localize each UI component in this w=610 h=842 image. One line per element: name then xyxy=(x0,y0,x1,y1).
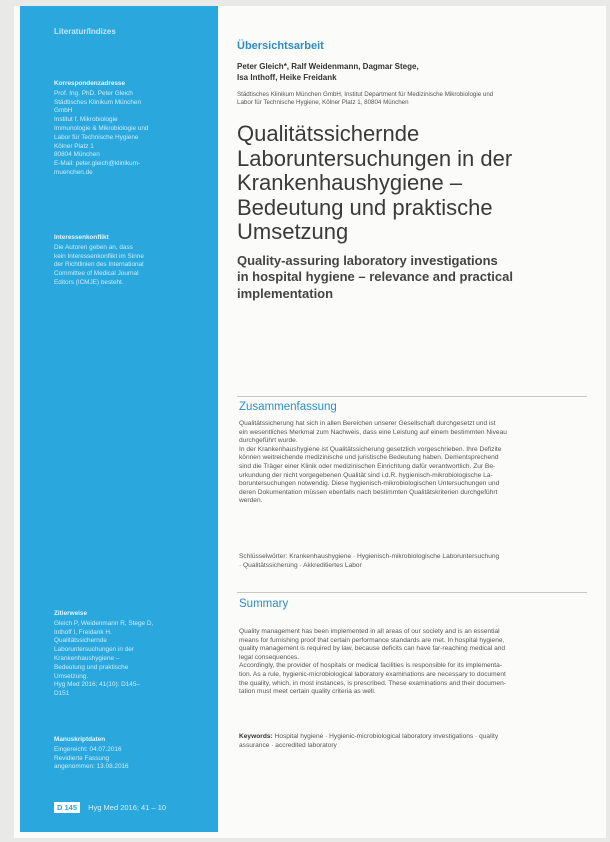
correspondence-line: Kölner Platz 1 xyxy=(54,142,94,150)
manuscript-title: Manuskriptdaten xyxy=(54,736,106,743)
abstract-line: durchgeführt wurde. xyxy=(239,437,298,445)
author-line: Peter Gleich*, Ralf Weidenmann, Dagmar Stege, xyxy=(237,62,419,71)
conflict-line: der Richtlinien des International xyxy=(54,261,144,269)
abstract-line: deren Dokumentation müssen ebenfalls nach bestimmten Qualitätskriterien durchgeführt xyxy=(239,488,498,496)
subtitle-line: Quality-assuring laboratory investigations xyxy=(237,252,498,268)
correspondence-line: Labor für Technische Hygiene xyxy=(54,133,139,141)
citation-title: Zitierweise xyxy=(54,610,88,617)
title-line: Krankenhaushygiene – xyxy=(237,170,463,195)
conflict-line: Die Autoren geben an, dass xyxy=(54,243,133,251)
article-subtitle xyxy=(237,253,587,303)
citation-line: Qualitätssichernde xyxy=(54,637,107,645)
article-sidebar xyxy=(20,6,218,832)
citation-line: Bedeutung und praktische xyxy=(54,663,129,671)
conflict-line: Committee of Medical Journal xyxy=(54,270,139,278)
keywords-label: Keywords: xyxy=(239,733,273,740)
zusammenfassung-text xyxy=(239,420,587,506)
keywords-line: Schlüsselwörter: Krankenhaushygiene · Hygienisch-mikrobiologische Laboruntersuchung xyxy=(239,553,500,560)
summary-line: quality management is required by law, because deficits can have far-reaching medical and xyxy=(239,645,506,653)
sidebar-header: Literatur/Indizes xyxy=(54,27,116,36)
citation-line: Laboruntersuchungen in der xyxy=(54,646,134,654)
conflict-line: kein Interessenkonflikt im Sinne xyxy=(54,252,144,260)
correspondence-line: GmbH xyxy=(54,107,73,115)
manuscript-line: angenommen: 13.08.2016 xyxy=(54,763,129,771)
summary-line: the quality, which, in most instances, is prescribed. These examinations and their documen- xyxy=(239,679,506,687)
abstract-line: ein wesentliches Merkmal zum Nachweis, dass eine Leistung auf einem bestimmten Niveau xyxy=(239,428,507,436)
abstract-line: boruntersuchungen notwendig. Diese hygienisch-mikrobiologischen Untersuchungen und xyxy=(239,480,500,488)
citation-line: Gleich P, Weidenmann R, Stege D, xyxy=(54,619,154,627)
journal-reference: Hyg Med 2016; 41 – 10 xyxy=(88,803,167,812)
manuscript-line: Revidierte Fassung xyxy=(54,754,110,762)
page-number: D 145 xyxy=(54,802,80,813)
abstract-line: werden. xyxy=(239,497,263,505)
schluesselwoerter xyxy=(239,553,587,570)
affiliation-line: Städtisches Klinikum München GmbH, Institut Department für Medizinische Mikrobiologie und xyxy=(237,91,494,98)
subtitle-line: in hospital hygiene – relevance and practical xyxy=(237,269,513,284)
title-line: Bedeutung und praktische xyxy=(237,194,493,220)
correspondence-title: Korrespondenzadresse xyxy=(54,80,126,87)
keywords-line xyxy=(239,733,587,742)
section-divider xyxy=(237,396,587,397)
summary-keywords xyxy=(239,733,587,750)
summary-line: tation must meet certain quality criteria as well. xyxy=(239,688,376,696)
affiliation-line: Labor für Technische Hygiene, Kölner Platz 1, 80804 München xyxy=(237,99,409,106)
article-title xyxy=(237,122,587,245)
citation-line: Krankenhaushygiene – xyxy=(54,654,120,662)
citation-line: Umsetzung. xyxy=(54,672,89,680)
correspondence-line: Institut f. Mikrobiologie xyxy=(54,116,118,124)
correspondence-line: Städtisches Klinikum München xyxy=(54,98,142,106)
keywords-line: assurance · accredited laboratory xyxy=(239,741,337,749)
summary-line: legal consequences. xyxy=(239,653,300,661)
citation-line: Inthoff I, Freidank H. xyxy=(54,628,112,636)
keywords-text: Hospital hygiene · Hygienic-microbiological laboratory investigations · quality xyxy=(274,733,499,740)
correspondence-line: Prof. Ing. PhD. Peter Gleich xyxy=(54,89,133,97)
abstract-line: Qualitätssicherung hat sich in allen Bereichen unserer Gesellschaft durchgesetzt und ist xyxy=(239,420,496,427)
manuscript-block xyxy=(54,736,204,772)
subtitle-line: implementation xyxy=(237,285,334,301)
title-line: Qualitätssichernde xyxy=(237,121,420,146)
correspondence-line: Immunologie & Mikrobiologie und xyxy=(54,124,149,132)
summary-line: means for furnishing proof that certain performance standards are met. In hospital hygiene, xyxy=(239,636,505,644)
article-header xyxy=(237,40,587,302)
affiliation xyxy=(237,91,587,107)
manuscript-line: Eingereicht: 04.07.2016 xyxy=(54,745,122,753)
author-list xyxy=(237,61,587,83)
zusammenfassung-heading: Zusammenfassung xyxy=(239,401,337,413)
conflict-block xyxy=(54,234,204,288)
correspondence-email[interactable]: E-Mail: peter.gleich@klinikum- xyxy=(54,160,141,168)
correspondence-line: 80804 München xyxy=(54,151,100,159)
title-line: Laboruntersuchungen in der xyxy=(237,145,513,171)
abstract-line: sind die Träger einer Klinik oder medizinischen Einrichtung dafür verantwortlich. Zur Be- xyxy=(239,462,496,470)
summary-line: Accordingly, the provider of hospitals or medical facilities is responsible for its implementa- xyxy=(239,662,503,670)
correspondence-email[interactable]: muenchen.de xyxy=(54,168,93,176)
summary-line: Quality management has been implemented in all areas of our society and is an essential xyxy=(239,628,500,635)
citation-line: D151 xyxy=(54,690,70,698)
conflict-title: Interessenkonflikt xyxy=(54,234,109,241)
summary-line: tion. As a rule, hygienic-microbiological laboratory examinations are necessary to document xyxy=(239,670,506,678)
citation-line: Hyg Med 2016; 41(10): D145– xyxy=(54,681,140,689)
summary-heading: Summary xyxy=(239,598,289,610)
keywords-line: · Qualitätssicherung · Akkreditiertes Labor xyxy=(239,561,362,569)
abstract-line: urkundung der nicht vorgegebenen Qualität sind i.d.R. hygienisch-mikrobiologische La- xyxy=(239,471,493,479)
abstract-line: können weitreichende medizinische und juristische Bedeutung haben. Dementsprechend xyxy=(239,454,499,462)
section-divider xyxy=(237,592,587,593)
abstract-line: In der Krankenhaushygiene ist Qualitätssicherung gesetzlich vorgeschrieben. Ihre Defizite xyxy=(239,445,502,453)
correspondence-block xyxy=(54,80,204,178)
page-footer xyxy=(54,804,166,813)
conflict-line: Editors (ICMJE) besteht. xyxy=(54,278,124,286)
author-line: Isa Inthoff, Heike Freidank xyxy=(237,73,337,82)
citation-block xyxy=(54,610,204,699)
title-line: Umsetzung xyxy=(237,219,349,244)
summary-text xyxy=(239,628,587,697)
article-type: Übersichtsarbeit xyxy=(237,40,324,52)
